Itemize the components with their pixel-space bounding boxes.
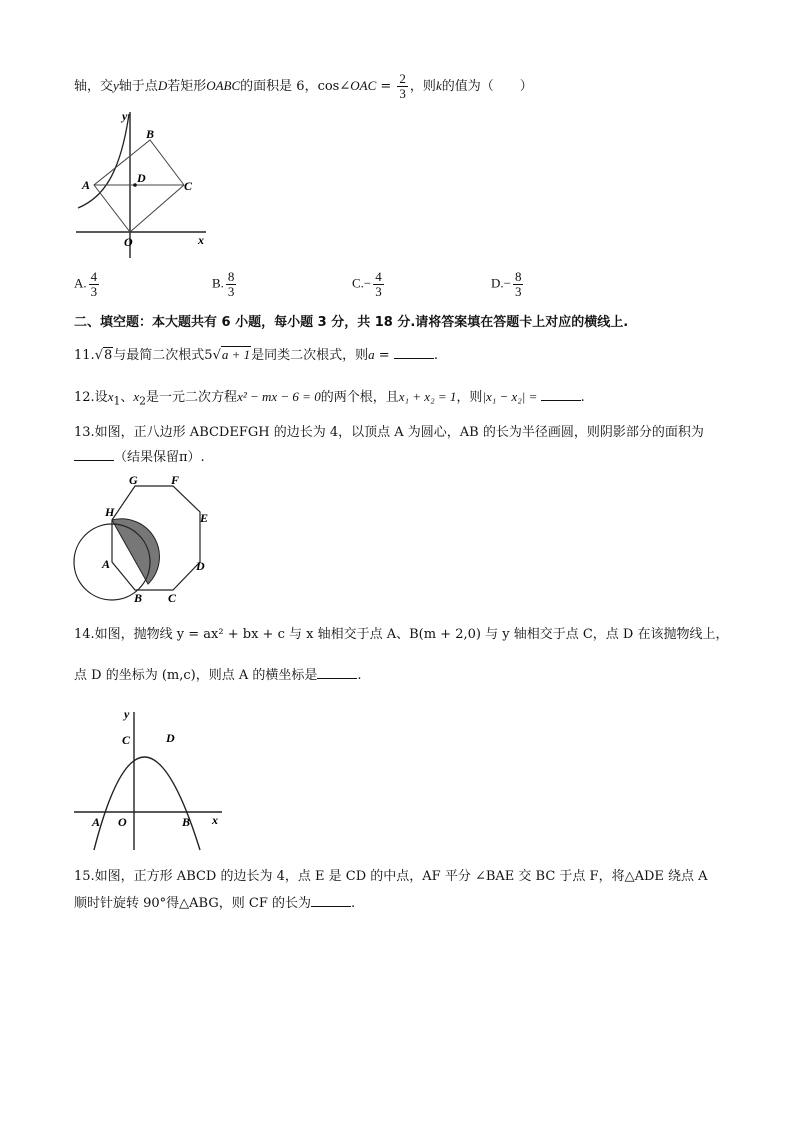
q13-answer-blank[interactable] bbox=[74, 448, 114, 461]
q13-fig-G: G bbox=[129, 473, 138, 487]
q15-answer-blank[interactable] bbox=[311, 894, 351, 907]
q14-fig-B: B bbox=[182, 815, 191, 829]
q13-fig-E: E bbox=[200, 511, 209, 525]
q10-fig-B: B bbox=[146, 127, 155, 141]
q13-fig-F: F bbox=[171, 473, 180, 487]
q12: 12.设$x_1$、$x_2$是一元二次方程x² − mx − 6 = 0的两个根，且x₁ + x₂ = 1，则|x₁ − x₂| = . bbox=[74, 389, 585, 408]
section-fill-blank-header: 二、填空题：本大题共有 6 小题，每小题 3 分，共 18 分.请将答案填在答题卡上对应的横线上. bbox=[74, 315, 629, 330]
option-a[interactable]: A. $\frac{4}{3}$ bbox=[74, 269, 98, 299]
q10-fig-x: x bbox=[198, 233, 204, 247]
q13-figure bbox=[72, 472, 222, 612]
q11: 11.√8与最简二次根式5√a + 1是同类二次根式，则a = . bbox=[74, 347, 438, 363]
q10-fig-C: C bbox=[184, 179, 193, 193]
q13-fig-D: D bbox=[196, 559, 205, 573]
option-c[interactable]: C.− $\frac{4}{3}$ bbox=[352, 269, 382, 299]
q14-fig-O: O bbox=[118, 815, 127, 829]
q10-figure bbox=[72, 106, 217, 266]
q12-answer-blank[interactable] bbox=[541, 388, 581, 401]
q10-fig-D: D bbox=[137, 171, 146, 185]
option-d[interactable]: D.− $\frac{8}{3}$ bbox=[491, 269, 522, 299]
q13-fig-B: B bbox=[134, 591, 143, 605]
q14-fig-A: A bbox=[92, 815, 101, 829]
q14-fig-x: x bbox=[212, 813, 218, 827]
q13-line2: （结果保留π）. bbox=[74, 448, 205, 467]
q13-fig-A: A bbox=[102, 557, 111, 571]
q15-line2: 顺时针旋转 90°得△ABG，则 CF 的长为 . bbox=[74, 896, 356, 911]
q14-fig-y: y bbox=[124, 707, 130, 721]
q14-line2: 点 D 的坐标为 (m,c)，则点 A 的横坐标是 . bbox=[74, 668, 362, 683]
q14-answer-blank[interactable] bbox=[317, 666, 357, 679]
q13-line1: 13.如图，正八边形 ABCDEFGH 的边长为 4，以顶点 A 为圆心，AB 的长为半径画圆，则阴影部分的面积为 bbox=[74, 425, 704, 440]
q11-answer-blank[interactable] bbox=[394, 346, 434, 359]
q14-fig-D: D bbox=[166, 731, 175, 745]
q10-fig-O: O bbox=[124, 235, 133, 249]
q10-fig-A: A bbox=[82, 178, 91, 192]
q10-stem: 轴，交y轴于点D若矩形OABC的面积是 6，cos∠OAC = $\frac{2}{3}$ ，则k的值为（ ） bbox=[74, 71, 533, 101]
q13-fig-C: C bbox=[168, 591, 177, 605]
q15-line1: 15.如图，正方形 ABCD 的边长为 4，点 E 是 CD 的中点，AF 平分 ∠BAE 交 BC 于点 F，将△ADE 绕点 A bbox=[74, 869, 708, 884]
q13-fig-H: H bbox=[105, 505, 115, 519]
q14-fig-C: C bbox=[122, 733, 131, 747]
q14-figure bbox=[72, 704, 227, 854]
option-b[interactable]: B. $\frac{8}{3}$ bbox=[212, 269, 235, 299]
q10-fig-y: y bbox=[122, 109, 128, 123]
q10-fraction: $\frac{2}{3}$ bbox=[399, 71, 406, 101]
q14-line1: 14.如图，抛物线 y = ax² + bx + c 与 x 轴相交于点 A、B(m + 2,0) 与 y 轴相交于点 C，点 D 在该抛物线上， bbox=[74, 627, 729, 642]
